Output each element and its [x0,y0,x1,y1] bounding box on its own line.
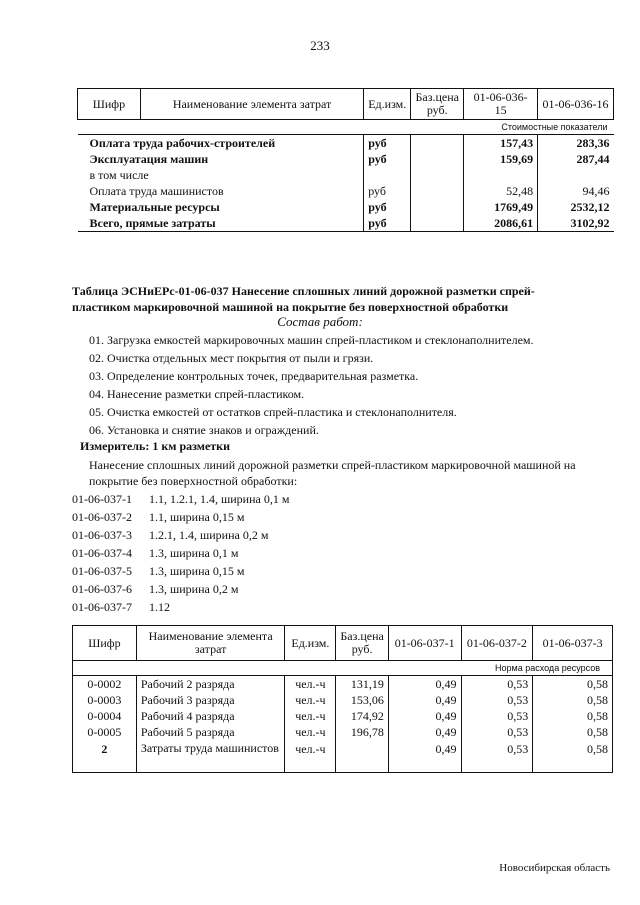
table-row: Оплата труда машинистов руб 52,48 94,46 [78,183,614,199]
work-list [89,331,534,439]
description: Нанесение сплошных линий дорожной разметки спрей-пластиком маркировочной машиной на покрытие без поверхностной обработки: [89,458,576,488]
col-header-code: Шифр [78,89,141,120]
table-row: Материальные ресурсы руб 1769,49 2532,12 [78,199,614,215]
measure-unit: Измеритель: 1 км разметки [80,439,231,453]
table-row: Оплата труда рабочих-строителей руб 157,43 283,36 [78,135,614,152]
table-row: Эксплуатация машин руб 159,69 287,44 [78,151,614,167]
table-subheader: Стоимостные показатели [78,120,614,135]
resource-table [72,625,613,773]
table-row: 0-0002 Рабочий 2 разряда чел.-ч 131,19 0,49 0,53 0,58 [73,676,613,693]
col-header-unit: Ед.изм. [285,626,336,661]
list-item: 05. Очистка емкостей от остатков спрей-пластика и стеклонаполнителя. [89,405,457,419]
col-header-name: Наименование элемента затрат [140,89,363,120]
list-item: 01. Загрузка емкостей маркировочных машин спрей-пластиком и стеклонаполнителем. [89,333,534,347]
col-header-037-1: 01-06-037-1 [388,626,461,661]
footer-region: Новосибирская область [499,862,610,874]
table-row: 0-0005 Рабочий 5 разряда чел.-ч 196,78 0,49 0,53 0,58 [73,724,613,740]
col-header-037-3: 01-06-037-3 [533,626,613,661]
col-header-037-2: 01-06-037-2 [461,626,533,661]
table-heading: Таблица ЭСНиЕРс-01-06-037 Нанесение сплошных линий дорожной разметки спрей- пластиком маркировочной машиной на покрытие без поверхностной обработки [72,284,535,314]
work-composition-title: Состав работ: [277,314,363,329]
list-item: 06. Установка и снятие знаков и ограждений. [89,423,319,437]
list-item: 02. Очистка отдельных мест покрытия от пыли и грязи. [89,351,374,365]
table-row: 2 Затраты труда машинистов чел.-ч 0,49 0,53 0,58 [73,740,613,773]
list-item: 01-06-037-3 1.2.1, 1.4, ширина 0,2 м [72,528,269,542]
list-item: 01-06-037-6 1.3, ширина 0,2 м [72,582,239,596]
list-item: 01-06-037-7 1.12 [72,600,170,614]
codes-list [72,490,289,616]
table-row: Всего, прямые затраты руб 2086,61 3102,92 [78,215,614,232]
col-header-price: Баз.цена руб. [336,626,388,661]
col-header-036-16: 01-06-036-16 [538,89,614,120]
col-header-code: Шифр [73,626,137,661]
table-row: в том числе [78,167,614,183]
table-row: 0-0004 Рабочий 4 разряда чел.-ч 174,92 0,49 0,53 0,58 [73,708,613,724]
list-item: 04. Нанесение разметки спрей-пластиком. [89,387,305,401]
col-header-name: Наименование элемента затрат [136,626,285,661]
col-header-price: Баз.цена руб. [411,89,464,120]
list-item: 03. Определение контрольных точек, предварительная разметка. [89,369,419,383]
col-header-unit: Ед.изм. [364,89,411,120]
cost-table [77,88,614,232]
table-subheader: Норма расхода ресурсов [73,661,613,676]
list-item: 01-06-037-1 1.1, 1.2.1, 1.4, ширина 0,1 м [72,492,290,506]
col-header-036-15: 01-06-036-15 [464,89,538,120]
list-item: 01-06-037-5 1.3, ширина 0,15 м [72,564,245,578]
list-item: 01-06-037-4 1.3, ширина 0,1 м [72,546,239,560]
page-number: 233 [310,38,330,53]
table-row: 0-0003 Рабочий 3 разряда чел.-ч 153,06 0,49 0,53 0,58 [73,692,613,708]
list-item: 01-06-037-2 1.1, ширина 0,15 м [72,510,245,524]
